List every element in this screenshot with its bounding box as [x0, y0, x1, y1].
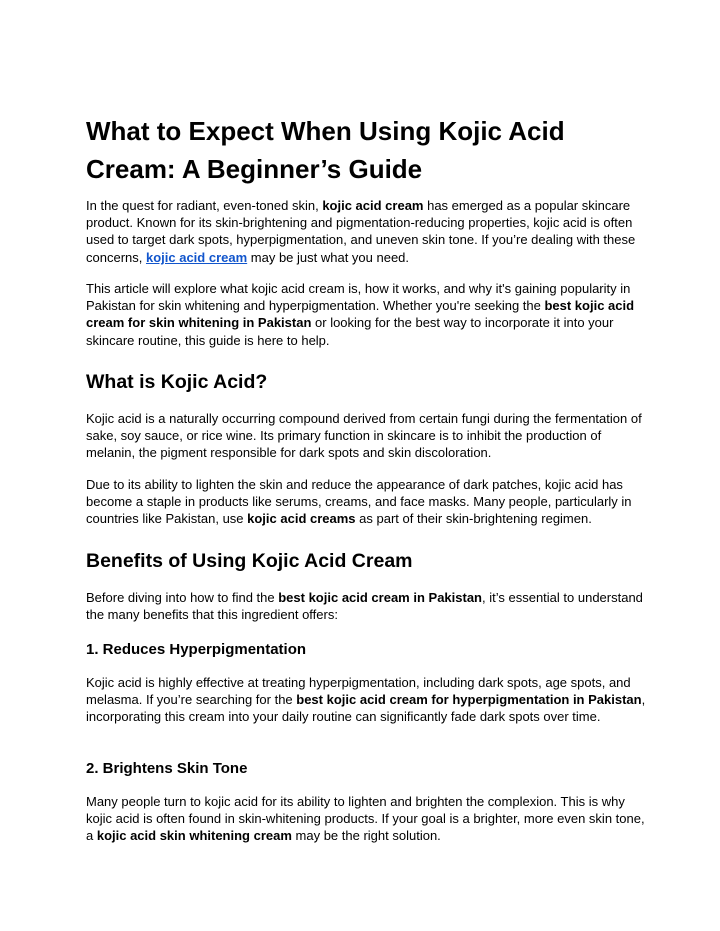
keyword-bold: kojic acid creams — [247, 511, 356, 527]
kojic-acid-cream-link[interactable]: kojic acid cream — [145, 249, 248, 265]
keyword-bold: best kojic acid cream for skin whitening in Pakistan — [86, 298, 635, 331]
title-line-2: Cream: A Beginner’s Guide — [86, 154, 423, 184]
brightens-skin-tone-paragraph: Many people turn to kojic acid for its ability to lighten and brighten the complexion. This is why kojic acid is often found in skin-whitening products. If your goal is a brighter, more even skin tone, a kojic acid skin whitening cream may be the right solution. — [86, 794, 645, 844]
keyword-bold: kojic acid skin whitening cream — [96, 828, 292, 844]
heading-benefits: Benefits of Using Kojic Acid Cream — [86, 550, 413, 572]
keyword-bold: kojic acid cream — [322, 198, 424, 213]
keyword-bold: best kojic acid cream in Pakistan — [278, 590, 482, 605]
reduces-hyperpigmentation-paragraph: Kojic acid is highly effective at treating hyperpigmentation, including dark spots, age spots, and melasma. If you’re searching for the best kojic acid cream for hyperpigmentation in Pakistan, incorporating this cream into your daily routine can significantly fade dark spots over time. — [86, 675, 646, 725]
keyword-bold: best kojic acid cream for hyperpigmentation in Pakistan — [296, 692, 642, 708]
article-overview-paragraph: This article will explore what kojic acid cream is, how it works, and why it's gaining popularity in Pakistan for skin whitening and hyperpigmentation. Whether you're seeking the best kojic acid cream for skin whitening in Pakistan or looking for the best way to incorporate it into your skincare routine, this guide is here to help. — [86, 281, 635, 348]
heading-what-is-kojic-acid: What is Kojic Acid? — [86, 371, 268, 393]
page-title — [86, 112, 646, 188]
benefits-intro-paragraph: Before diving into how to find the best kojic acid cream in Pakistan, it’s essential to understand the many benefits that this ingredient offers: — [86, 590, 643, 623]
what-is-paragraph-1: Kojic acid is a naturally occurring compound derived from certain fungi during the fermentation of sake, soy sauce, or rice wine. Its primary function in skincare is to inhibit the production of melanin, the pigment responsible for dark spots and skin discoloration. — [86, 411, 642, 461]
what-is-paragraph-2: Due to its ability to lighten the skin and reduce the appearance of dark patches, kojic acid has become a staple in products like serums, creams, and face masks. Many people, particularly in countries like Pakistan, use kojic acid creams as part of their skin-brightening regimen. — [86, 477, 632, 527]
heading-reduces-hyperpigmentation: 1. Reduces Hyperpigmentation — [86, 641, 307, 658]
title-line-1: What to Expect When Using Kojic Acid — [86, 116, 565, 146]
intro-paragraph: In the quest for radiant, even-toned skin, kojic acid cream has emerged as a popular skincare product. Known for its skin-brightening and pigmentation-reducing properties, kojic acid is often used to target dark spots, hyperpigmentation, and uneven skin tone. If you’re dealing with these concerns, kojic acid cream may be just what you need. — [86, 198, 636, 265]
heading-brightens-skin-tone: 2. Brightens Skin Tone — [86, 760, 248, 777]
